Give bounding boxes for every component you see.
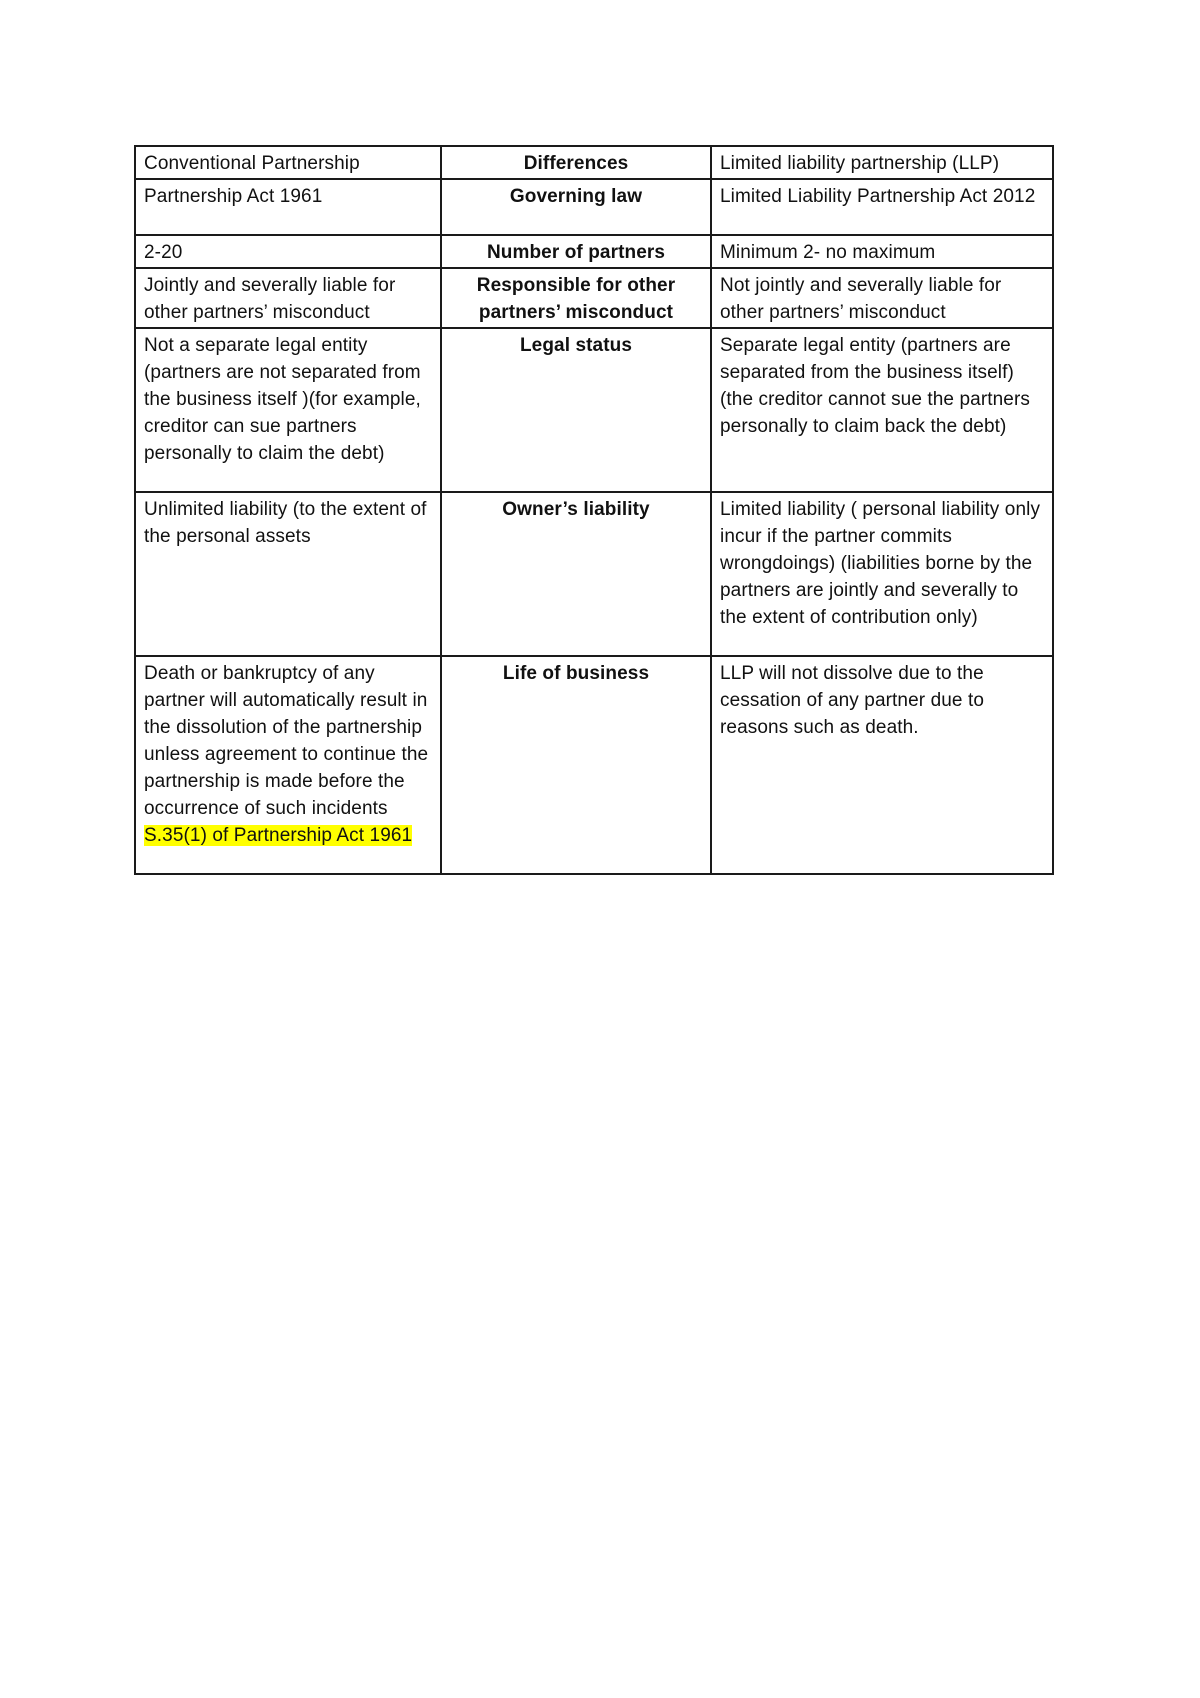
cell-conventional: Not a separate legal entity (partners are not separated from the business itself )(for example, creditor can sue partners personally to claim the debt) <box>135 328 441 492</box>
table-row-owners-liability <box>135 492 1053 656</box>
cell-conventional: Jointly and severally liable for other partners’ misconduct <box>135 268 441 328</box>
cell-difference: Responsible for other partners’ misconduct <box>441 268 711 328</box>
header-llp: Limited liability partnership (LLP) <box>711 146 1053 179</box>
cell-difference: Life of business <box>441 656 711 874</box>
header-differences: Differences <box>441 146 711 179</box>
cell-conventional-text: Death or bankruptcy of any partner will automatically result in the dissolution of the partnership unless agreement to continue the partnership is made before the occurrence of such incidents <box>144 663 429 819</box>
cell-conventional: Unlimited liability (to the extent of the personal assets <box>135 492 441 656</box>
cell-conventional: 2-20 <box>135 235 441 268</box>
table-row-responsibility <box>135 268 1053 328</box>
cell-conventional: Partnership Act 1961 <box>135 179 441 235</box>
table-row-governing-law <box>135 179 1053 235</box>
cell-difference: Legal status <box>441 328 711 492</box>
cell-llp: LLP will not dissolve due to the cessation of any partner due to reasons such as death. <box>711 656 1053 874</box>
table-header-row <box>135 146 1053 179</box>
cell-conventional <box>135 656 441 874</box>
table-row-legal-status <box>135 328 1053 492</box>
header-conventional-partnership: Conventional Partnership <box>135 146 441 179</box>
table-row-life-of-business <box>135 656 1053 874</box>
cell-difference: Number of partners <box>441 235 711 268</box>
cell-difference: Owner’s liability <box>441 492 711 656</box>
cell-llp: Limited Liability Partnership Act 2012 <box>711 179 1053 235</box>
table-row-number-of-partners <box>135 235 1053 268</box>
cell-llp: Separate legal entity (partners are separated from the business itself) (the creditor cannot sue the partners personally to claim back the debt) <box>711 328 1053 492</box>
comparison-table <box>134 145 1054 875</box>
cell-llp: Limited liability ( personal liability only incur if the partner commits wrongdoings) (liabilities borne by the partners are jointly and severally to the extent of contribution only) <box>711 492 1053 656</box>
cell-difference: Governing law <box>441 179 711 235</box>
highlighted-citation: S.35(1) of Partnership Act 1961 <box>144 825 413 846</box>
cell-llp: Not jointly and severally liable for other partners’ misconduct <box>711 268 1053 328</box>
cell-llp: Minimum 2- no maximum <box>711 235 1053 268</box>
